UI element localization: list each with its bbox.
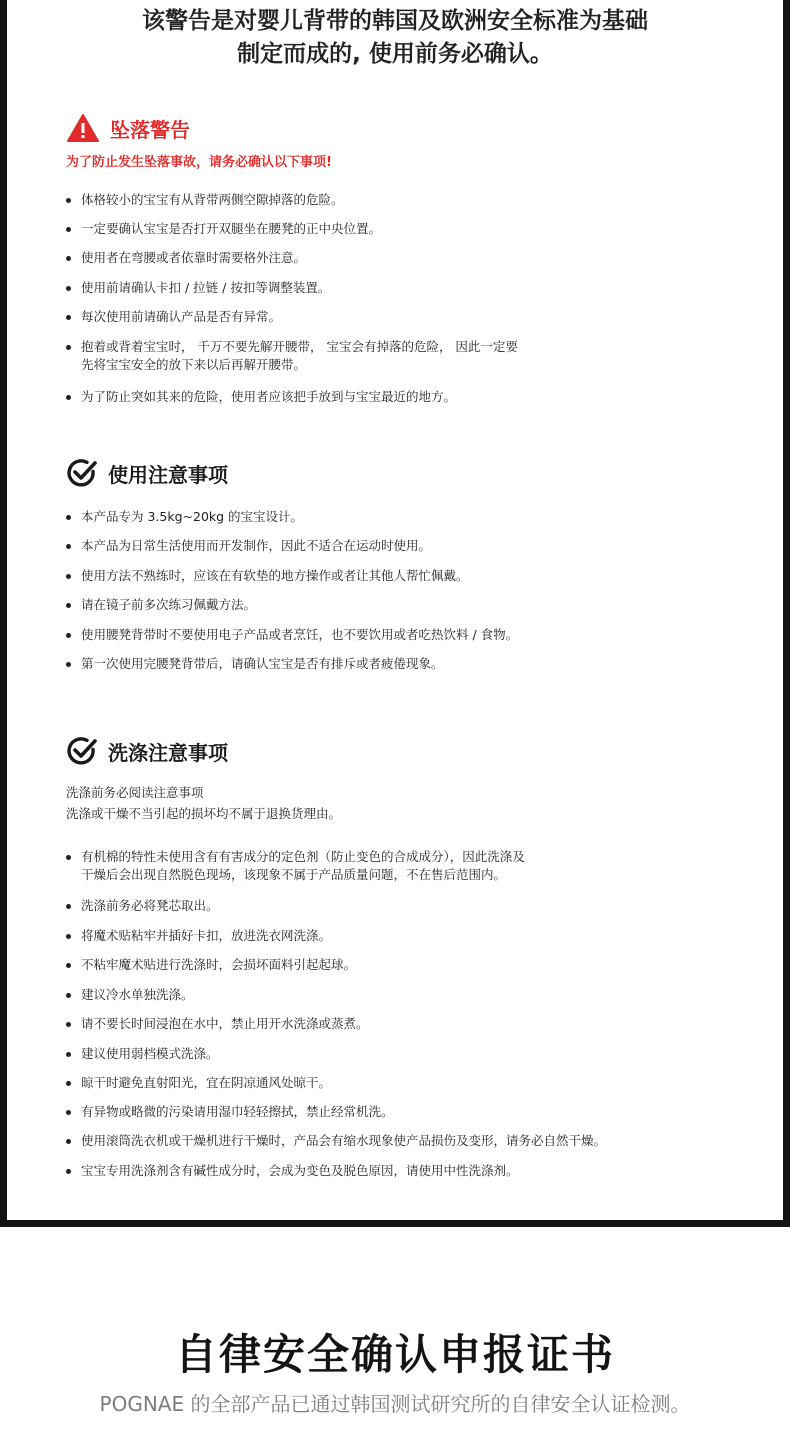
bullet-icon — [66, 227, 71, 232]
check-circle-icon — [66, 457, 98, 489]
usage-heading — [66, 456, 228, 490]
bullet-icon — [66, 1110, 71, 1115]
list-item-text: 体格较小的宝宝有从背带两侧空隙掉落的危险。 — [81, 192, 344, 207]
list-item — [66, 956, 746, 974]
list-item — [66, 279, 746, 297]
bullet-icon — [66, 1022, 71, 1027]
bullet-icon — [66, 1139, 71, 1144]
list-item-text: 先将宝宝安全的放下来以后再解开腰带。 — [81, 357, 307, 372]
bullet-icon — [66, 1081, 71, 1086]
fall-warning-heading — [66, 112, 190, 144]
list-item — [66, 986, 746, 1004]
wash-intro-2: 洗涤或干燥不当引起的损坏均不属于退换货理由。 — [66, 806, 342, 821]
list-item-text: 使用方法不熟练时，应该在有软垫的地方操作或者让其他人帮忙佩戴。 — [81, 568, 469, 583]
bullet-icon — [66, 395, 71, 400]
list-item-text: 洗涤前务必将凳芯取出。 — [81, 898, 219, 913]
bullet-icon — [66, 993, 71, 998]
list-item — [66, 308, 746, 326]
bullet-icon — [66, 345, 71, 350]
list-item-text: 为了防止突如其来的危险，使用者应该把手放到与宝宝最近的地方。 — [81, 389, 457, 404]
intro-text — [0, 5, 790, 71]
check-circle-icon — [66, 735, 98, 767]
bullet-icon — [66, 286, 71, 291]
list-item-text: 有异物或略微的污染请用湿巾轻轻擦拭，禁止经常机洗。 — [81, 1104, 394, 1119]
bullet-icon — [66, 515, 71, 520]
list-item — [66, 249, 746, 267]
list-item — [66, 537, 746, 555]
list-item-text: 晾干时避免直射阳光，宜在阴凉通风处晾干。 — [81, 1075, 332, 1090]
bullet-icon — [66, 574, 71, 579]
list-item-text: 建议冷水单独洗涤。 — [81, 987, 194, 1002]
wash-title: 洗涤注意事项 — [108, 740, 228, 765]
list-item-text: 抱着或背着宝宝时， 千万不要先解开腰带， 宝宝会有掉落的危险， 因此一定要 — [81, 339, 518, 354]
list-item — [66, 596, 746, 614]
list-item — [66, 1162, 746, 1180]
list-item-text: 干燥后会出现自然脱色现场，该现象不属于产品质量问题，不在售后范围内。 — [81, 867, 507, 882]
bullet-icon — [66, 544, 71, 549]
bullet-icon — [66, 904, 71, 909]
list-item — [66, 1103, 746, 1121]
wash-intro-1: 洗涤前务必阅读注意事项 — [66, 785, 204, 800]
list-item-text: 每次使用前请确认产品是否有异常。 — [81, 309, 282, 324]
bullet-icon — [66, 633, 71, 638]
bullet-icon — [66, 198, 71, 203]
list-item-text: 本产品专为 3.5kg~20kg 的宝宝设计。 — [81, 509, 304, 524]
list-item-text: 请不要长时间浸泡在水中，禁止用开水洗涤或蒸煮。 — [81, 1016, 369, 1031]
list-item-text: 使用滚筒洗衣机或干燥机进行干燥时，产品会有缩水现象使产品损伤及变形，请务必自然干燥。 — [81, 1133, 607, 1148]
bullet-icon — [66, 603, 71, 608]
list-item — [66, 655, 746, 673]
bullet-icon — [66, 934, 71, 939]
list-item — [66, 1132, 746, 1150]
list-item — [66, 508, 746, 526]
list-item — [66, 567, 746, 585]
list-item — [66, 848, 746, 884]
list-item-text: 宝宝专用洗涤剂含有碱性成分时，会成为变色及脱色原因，请使用中性洗涤剂。 — [81, 1163, 519, 1178]
list-item-text: 使用前请确认卡扣 / 拉链 / 按扣等调整装置。 — [81, 280, 331, 295]
bullet-icon — [66, 855, 71, 860]
list-item — [66, 626, 746, 644]
list-item-text: 建议使用弱档模式洗涤。 — [81, 1046, 219, 1061]
list-item — [66, 220, 746, 238]
bullet-icon — [66, 1169, 71, 1174]
list-item-text: 将魔术贴粘牢并插好卡扣，放进洗衣网洗涤。 — [81, 928, 332, 943]
cert-title: 自律安全确认申报证书 — [174, 1330, 615, 1379]
warning-triangle-icon — [66, 113, 100, 143]
bullet-icon — [66, 963, 71, 968]
list-item — [66, 927, 746, 945]
list-item-text: 使用者在弯腰或者依靠时需要格外注意。 — [81, 250, 307, 265]
bullet-icon — [66, 662, 71, 667]
intro-line-1: 该警告是对婴儿背带的韩国及欧洲安全标准为基础 — [142, 8, 648, 34]
bullet-icon — [66, 256, 71, 261]
list-item-text: 使用腰凳背带时不要使用电子产品或者烹饪，也不要饮用或者吃热饮料 / 食物。 — [81, 627, 519, 642]
list-item — [66, 1074, 746, 1092]
usage-title: 使用注意事项 — [108, 462, 228, 487]
wash-heading — [66, 734, 228, 768]
list-item — [66, 1015, 746, 1033]
list-item-text: 第一次使用完腰凳背带后，请确认宝宝是否有排斥或者疲倦现象。 — [81, 656, 444, 671]
list-item-text: 一定要确认宝宝是否打开双腿坐在腰凳的正中央位置。 — [81, 221, 382, 236]
fall-warning-title: 坠落警告 — [110, 117, 190, 142]
list-item-text: 请在镜子前多次练习佩戴方法。 — [81, 597, 257, 612]
list-item-text: 本产品为日常生活使用而开发制作，因此不适合在运动时使用。 — [81, 538, 432, 553]
list-item — [66, 338, 746, 374]
list-item — [66, 191, 746, 209]
list-item-text: 有机棉的特性未使用含有有害成分的定色剂（防止变色的合成成分），因此洗涤及 — [81, 849, 525, 864]
bullet-icon — [66, 1052, 71, 1057]
list-item — [66, 897, 746, 915]
cert-subtitle: POGNAE 的全部产品已通过韩国测试研究所的自律安全认证检测。 — [99, 1392, 691, 1416]
list-item — [66, 1045, 746, 1063]
list-item — [66, 388, 746, 406]
fall-warning-subtitle: 为了防止发生坠落事故，请务必确认以下事项! — [66, 155, 332, 170]
intro-line-2: 制定而成的, 使用前务必确认。 — [237, 41, 553, 67]
list-item-text: 不粘牢魔术贴进行洗涤时，会损坏面料引起起球。 — [81, 957, 357, 972]
bullet-icon — [66, 315, 71, 320]
